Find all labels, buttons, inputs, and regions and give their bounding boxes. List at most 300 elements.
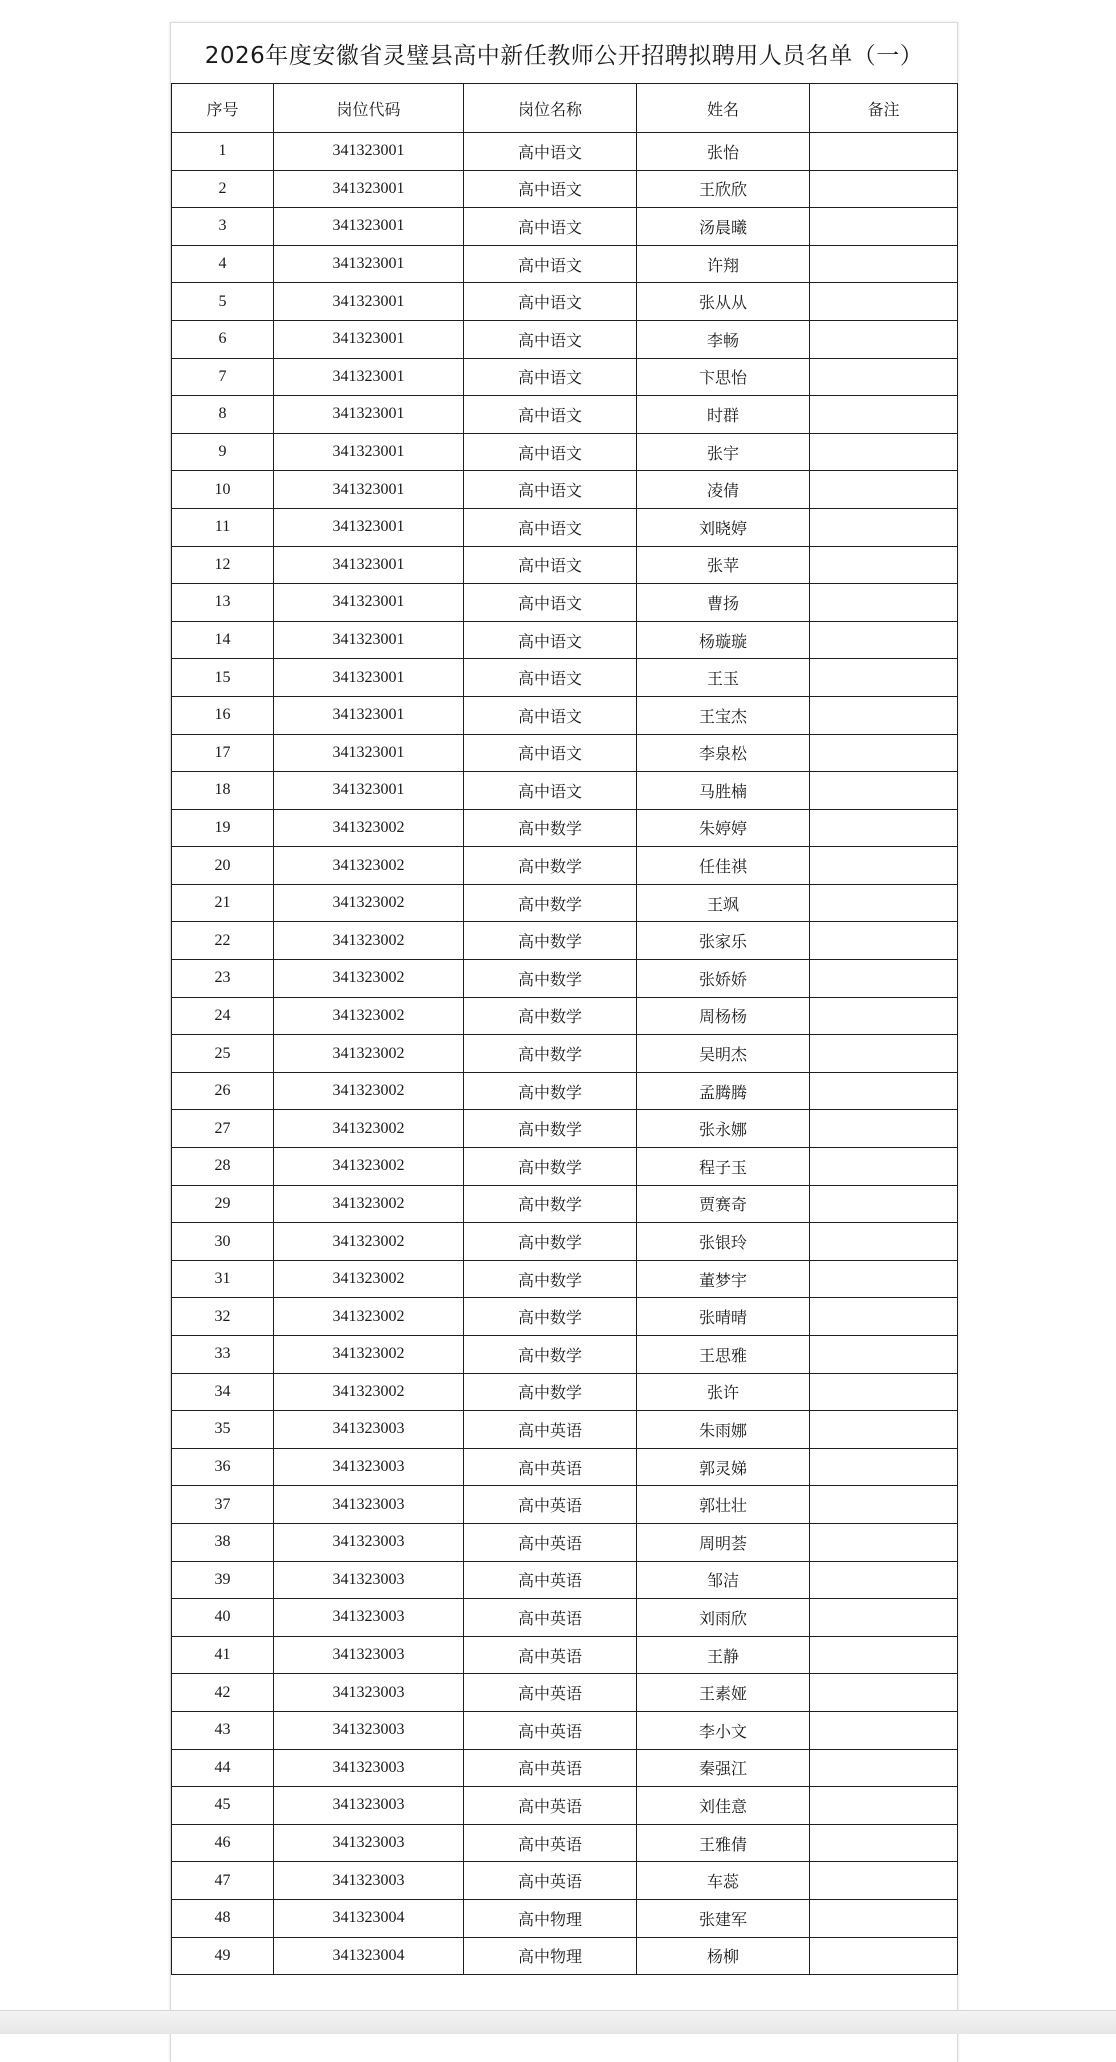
- cell-person-name: 邹洁: [637, 1561, 810, 1599]
- cell-index: 11: [172, 508, 274, 546]
- cell-person-name: 董梦宇: [637, 1260, 810, 1298]
- cell-remarks: [810, 508, 958, 546]
- cell-position-code: 341323002: [274, 884, 464, 922]
- cell-position-name: 高中语文: [464, 433, 637, 471]
- cell-position-code: 341323001: [274, 659, 464, 697]
- table-row: [172, 584, 958, 622]
- cell-position-code: 341323001: [274, 621, 464, 659]
- cell-person-name: 杨柳: [637, 1937, 810, 1975]
- cell-remarks: [810, 1336, 958, 1374]
- cell-person-name: 凌倩: [637, 471, 810, 509]
- table-row: [172, 884, 958, 922]
- cell-position-code: 341323002: [274, 809, 464, 847]
- cell-remarks: [810, 1411, 958, 1449]
- cell-position-name: 高中数学: [464, 1298, 637, 1336]
- cell-position-code: 341323003: [274, 1486, 464, 1524]
- cell-remarks: [810, 659, 958, 697]
- cell-index: 40: [172, 1599, 274, 1637]
- table-row: [172, 1937, 958, 1975]
- cell-position-name: 高中语文: [464, 396, 637, 434]
- cell-remarks: [810, 1486, 958, 1524]
- cell-position-code: 341323003: [274, 1561, 464, 1599]
- cell-index: 20: [172, 847, 274, 885]
- cell-position-name: 高中英语: [464, 1486, 637, 1524]
- cell-person-name: 王欣欣: [637, 170, 810, 208]
- cell-remarks: [810, 546, 958, 584]
- cell-person-name: 时群: [637, 396, 810, 434]
- cell-position-code: 341323002: [274, 1035, 464, 1073]
- cell-person-name: 李泉松: [637, 734, 810, 772]
- cell-position-name: 高中英语: [464, 1448, 637, 1486]
- cell-remarks: [810, 1824, 958, 1862]
- cell-person-name: 张家乐: [637, 922, 810, 960]
- cell-person-name: 朱雨娜: [637, 1411, 810, 1449]
- table-row: [172, 1486, 958, 1524]
- window-bottom-edge: [0, 2010, 1116, 2034]
- cell-position-name: 高中语文: [464, 283, 637, 321]
- cell-remarks: [810, 997, 958, 1035]
- table-row: [172, 1711, 958, 1749]
- cell-index: 21: [172, 884, 274, 922]
- table-row: [172, 283, 958, 321]
- cell-position-name: 高中数学: [464, 1072, 637, 1110]
- cell-position-code: 341323001: [274, 208, 464, 246]
- cell-position-name: 高中英语: [464, 1824, 637, 1862]
- cell-index: 48: [172, 1899, 274, 1937]
- cell-person-name: 张从从: [637, 283, 810, 321]
- cell-person-name: 王玉: [637, 659, 810, 697]
- cell-index: 38: [172, 1523, 274, 1561]
- cell-person-name: 王思雅: [637, 1336, 810, 1374]
- table-row: [172, 1862, 958, 1900]
- cell-position-name: 高中英语: [464, 1523, 637, 1561]
- cell-position-name: 高中语文: [464, 245, 637, 283]
- table-row: [172, 1110, 958, 1148]
- table-row: [172, 1185, 958, 1223]
- table-row: [172, 922, 958, 960]
- roster-table: [171, 83, 958, 1975]
- table-row: [172, 1223, 958, 1261]
- cell-position-code: 341323002: [274, 1298, 464, 1336]
- table-row: [172, 1448, 958, 1486]
- cell-index: 35: [172, 1411, 274, 1449]
- cell-position-code: 341323003: [274, 1523, 464, 1561]
- cell-person-name: 朱婷婷: [637, 809, 810, 847]
- cell-remarks: [810, 208, 958, 246]
- cell-position-code: 341323001: [274, 396, 464, 434]
- cell-remarks: [810, 1185, 958, 1223]
- table-row: [172, 1749, 958, 1787]
- cell-person-name: 卞思怡: [637, 358, 810, 396]
- table-row: [172, 1899, 958, 1937]
- cell-person-name: 吴明杰: [637, 1035, 810, 1073]
- cell-remarks: [810, 1749, 958, 1787]
- table-row: [172, 1523, 958, 1561]
- header-person-name: 姓名: [637, 84, 810, 133]
- table-row: [172, 772, 958, 810]
- cell-index: 14: [172, 621, 274, 659]
- table-row: [172, 1824, 958, 1862]
- cell-person-name: 刘晓婷: [637, 508, 810, 546]
- cell-person-name: 郭灵娣: [637, 1448, 810, 1486]
- table-row: [172, 1561, 958, 1599]
- cell-index: 49: [172, 1937, 274, 1975]
- cell-position-name: 高中英语: [464, 1674, 637, 1712]
- cell-person-name: 杨璇璇: [637, 621, 810, 659]
- table-row: [172, 396, 958, 434]
- cell-index: 32: [172, 1298, 274, 1336]
- cell-position-name: 高中物理: [464, 1899, 637, 1937]
- cell-position-code: 341323003: [274, 1448, 464, 1486]
- cell-person-name: 马胜楠: [637, 772, 810, 810]
- cell-remarks: [810, 734, 958, 772]
- cell-person-name: 李畅: [637, 320, 810, 358]
- cell-position-name: 高中数学: [464, 1148, 637, 1186]
- cell-position-code: 341323001: [274, 320, 464, 358]
- cell-position-code: 341323001: [274, 283, 464, 321]
- cell-index: 13: [172, 584, 274, 622]
- cell-position-code: 341323002: [274, 1260, 464, 1298]
- table-row: [172, 621, 958, 659]
- cell-index: 18: [172, 772, 274, 810]
- header-remarks: 备注: [810, 84, 958, 133]
- cell-position-name: 高中数学: [464, 1223, 637, 1261]
- cell-position-name: 高中数学: [464, 1373, 637, 1411]
- cell-position-name: 高中英语: [464, 1787, 637, 1825]
- cell-position-code: 341323003: [274, 1824, 464, 1862]
- cell-position-name: 高中数学: [464, 1110, 637, 1148]
- cell-position-code: 341323003: [274, 1787, 464, 1825]
- cell-person-name: 车蕊: [637, 1862, 810, 1900]
- cell-index: 29: [172, 1185, 274, 1223]
- cell-position-code: 341323002: [274, 922, 464, 960]
- table-row: [172, 734, 958, 772]
- cell-position-name: 高中语文: [464, 734, 637, 772]
- cell-position-code: 341323003: [274, 1411, 464, 1449]
- cell-index: 33: [172, 1336, 274, 1374]
- cell-position-code: 341323002: [274, 960, 464, 998]
- cell-remarks: [810, 884, 958, 922]
- table-row: [172, 1336, 958, 1374]
- cell-position-code: 341323002: [274, 1223, 464, 1261]
- cell-person-name: 张苹: [637, 546, 810, 584]
- cell-person-name: 张娇娇: [637, 960, 810, 998]
- table-row: [172, 1298, 958, 1336]
- cell-position-code: 341323001: [274, 245, 464, 283]
- cell-index: 46: [172, 1824, 274, 1862]
- cell-remarks: [810, 960, 958, 998]
- cell-remarks: [810, 922, 958, 960]
- cell-index: 2: [172, 170, 274, 208]
- cell-position-name: 高中数学: [464, 1035, 637, 1073]
- cell-index: 6: [172, 320, 274, 358]
- cell-person-name: 张怡: [637, 133, 810, 171]
- cell-remarks: [810, 433, 958, 471]
- cell-position-code: 341323002: [274, 847, 464, 885]
- cell-remarks: [810, 1298, 958, 1336]
- cell-person-name: 王飒: [637, 884, 810, 922]
- cell-index: 45: [172, 1787, 274, 1825]
- table-body: [172, 133, 958, 1975]
- table-row: [172, 508, 958, 546]
- cell-index: 24: [172, 997, 274, 1035]
- cell-position-name: 高中语文: [464, 546, 637, 584]
- cell-person-name: 张永娜: [637, 1110, 810, 1148]
- cell-remarks: [810, 1561, 958, 1599]
- cell-index: 44: [172, 1749, 274, 1787]
- table-row: [172, 960, 958, 998]
- cell-position-name: 高中语文: [464, 320, 637, 358]
- cell-index: 10: [172, 471, 274, 509]
- cell-position-name: 高中数学: [464, 1185, 637, 1223]
- cell-index: 27: [172, 1110, 274, 1148]
- cell-position-code: 341323001: [274, 433, 464, 471]
- cell-index: 28: [172, 1148, 274, 1186]
- cell-remarks: [810, 1110, 958, 1148]
- cell-remarks: [810, 1711, 958, 1749]
- cell-position-name: 高中语文: [464, 471, 637, 509]
- table-row: [172, 1260, 958, 1298]
- cell-position-name: 高中英语: [464, 1749, 637, 1787]
- table-row: [172, 1636, 958, 1674]
- cell-position-code: 341323002: [274, 997, 464, 1035]
- cell-remarks: [810, 1260, 958, 1298]
- cell-remarks: [810, 133, 958, 171]
- cell-position-code: 341323001: [274, 772, 464, 810]
- cell-remarks: [810, 1674, 958, 1712]
- cell-position-name: 高中数学: [464, 922, 637, 960]
- cell-index: 4: [172, 245, 274, 283]
- cell-person-name: 贾赛奇: [637, 1185, 810, 1223]
- cell-position-code: 341323001: [274, 471, 464, 509]
- cell-index: 41: [172, 1636, 274, 1674]
- table-row: [172, 1148, 958, 1186]
- cell-index: 7: [172, 358, 274, 396]
- cell-index: 17: [172, 734, 274, 772]
- cell-index: 25: [172, 1035, 274, 1073]
- cell-person-name: 王素娅: [637, 1674, 810, 1712]
- cell-position-name: 高中语文: [464, 772, 637, 810]
- cell-person-name: 张宇: [637, 433, 810, 471]
- cell-position-code: 341323003: [274, 1599, 464, 1637]
- cell-position-code: 341323002: [274, 1110, 464, 1148]
- table-row: [172, 696, 958, 734]
- table-row: [172, 546, 958, 584]
- table-row: [172, 1373, 958, 1411]
- cell-position-name: 高中数学: [464, 960, 637, 998]
- cell-remarks: [810, 1862, 958, 1900]
- cell-remarks: [810, 1148, 958, 1186]
- header-position-name: 岗位名称: [464, 84, 637, 133]
- cell-index: 3: [172, 208, 274, 246]
- cell-remarks: [810, 584, 958, 622]
- cell-remarks: [810, 396, 958, 434]
- table-row: [172, 1072, 958, 1110]
- cell-remarks: [810, 245, 958, 283]
- cell-index: 34: [172, 1373, 274, 1411]
- cell-person-name: 汤晨曦: [637, 208, 810, 246]
- cell-remarks: [810, 320, 958, 358]
- cell-remarks: [810, 772, 958, 810]
- cell-position-name: 高中数学: [464, 847, 637, 885]
- cell-index: 36: [172, 1448, 274, 1486]
- cell-person-name: 张建军: [637, 1899, 810, 1937]
- cell-person-name: 张许: [637, 1373, 810, 1411]
- cell-position-code: 341323001: [274, 508, 464, 546]
- cell-position-name: 高中数学: [464, 1336, 637, 1374]
- cell-position-code: 341323003: [274, 1749, 464, 1787]
- cell-index: 16: [172, 696, 274, 734]
- cell-position-code: 341323004: [274, 1937, 464, 1975]
- cell-remarks: [810, 696, 958, 734]
- cell-index: 39: [172, 1561, 274, 1599]
- table-row: [172, 659, 958, 697]
- cell-remarks: [810, 1072, 958, 1110]
- cell-position-code: 341323002: [274, 1072, 464, 1110]
- cell-index: 23: [172, 960, 274, 998]
- cell-position-name: 高中英语: [464, 1411, 637, 1449]
- cell-position-code: 341323001: [274, 546, 464, 584]
- table-row: [172, 133, 958, 171]
- cell-position-name: 高中语文: [464, 133, 637, 171]
- cell-index: 5: [172, 283, 274, 321]
- table-row: [172, 245, 958, 283]
- cell-position-code: 341323001: [274, 133, 464, 171]
- cell-person-name: 曹扬: [637, 584, 810, 622]
- cell-position-name: 高中英语: [464, 1599, 637, 1637]
- cell-index: 31: [172, 1260, 274, 1298]
- cell-position-name: 高中英语: [464, 1711, 637, 1749]
- table-row: [172, 433, 958, 471]
- cell-person-name: 刘雨欣: [637, 1599, 810, 1637]
- table-row: [172, 997, 958, 1035]
- cell-index: 19: [172, 809, 274, 847]
- cell-position-name: 高中英语: [464, 1636, 637, 1674]
- header-position-code: 岗位代码: [274, 84, 464, 133]
- header-index: 序号: [172, 84, 274, 133]
- cell-remarks: [810, 1035, 958, 1073]
- cell-remarks: [810, 1599, 958, 1637]
- cell-position-name: 高中语文: [464, 696, 637, 734]
- table-row: [172, 358, 958, 396]
- cell-remarks: [810, 1448, 958, 1486]
- cell-position-name: 高中英语: [464, 1862, 637, 1900]
- cell-position-name: 高中数学: [464, 1260, 637, 1298]
- cell-position-code: 341323001: [274, 170, 464, 208]
- cell-position-code: 341323003: [274, 1862, 464, 1900]
- cell-position-name: 高中语文: [464, 508, 637, 546]
- table-row: [172, 208, 958, 246]
- cell-remarks: [810, 621, 958, 659]
- cell-index: 47: [172, 1862, 274, 1900]
- cell-person-name: 刘佳意: [637, 1787, 810, 1825]
- cell-remarks: [810, 1223, 958, 1261]
- cell-index: 43: [172, 1711, 274, 1749]
- cell-position-code: 341323002: [274, 1185, 464, 1223]
- cell-person-name: 周明荟: [637, 1523, 810, 1561]
- table-row: [172, 847, 958, 885]
- cell-position-name: 高中数学: [464, 997, 637, 1035]
- cell-position-code: 341323003: [274, 1636, 464, 1674]
- cell-position-code: 341323003: [274, 1711, 464, 1749]
- table-row: [172, 1599, 958, 1637]
- cell-person-name: 孟腾腾: [637, 1072, 810, 1110]
- cell-position-name: 高中数学: [464, 809, 637, 847]
- cell-person-name: 任佳祺: [637, 847, 810, 885]
- cell-person-name: 王静: [637, 1636, 810, 1674]
- cell-person-name: 郭壮壮: [637, 1486, 810, 1524]
- cell-remarks: [810, 170, 958, 208]
- cell-index: 26: [172, 1072, 274, 1110]
- cell-person-name: 周杨杨: [637, 997, 810, 1035]
- cell-person-name: 程子玉: [637, 1148, 810, 1186]
- table-header-row: [172, 84, 958, 133]
- cell-index: 37: [172, 1486, 274, 1524]
- cell-person-name: 王宝杰: [637, 696, 810, 734]
- cell-remarks: [810, 1636, 958, 1674]
- table-row: [172, 471, 958, 509]
- cell-position-code: 341323001: [274, 358, 464, 396]
- cell-position-name: 高中语文: [464, 659, 637, 697]
- cell-remarks: [810, 847, 958, 885]
- cell-position-code: 341323004: [274, 1899, 464, 1937]
- cell-remarks: [810, 1899, 958, 1937]
- cell-person-name: 秦强江: [637, 1749, 810, 1787]
- table-row: [172, 1674, 958, 1712]
- table-row: [172, 1787, 958, 1825]
- cell-index: 9: [172, 433, 274, 471]
- cell-position-code: 341323002: [274, 1148, 464, 1186]
- cell-person-name: 王雅倩: [637, 1824, 810, 1862]
- cell-position-name: 高中语文: [464, 358, 637, 396]
- cell-position-code: 341323001: [274, 734, 464, 772]
- cell-remarks: [810, 1937, 958, 1975]
- cell-remarks: [810, 809, 958, 847]
- table-row: [172, 1411, 958, 1449]
- cell-position-name: 高中数学: [464, 884, 637, 922]
- cell-remarks: [810, 1523, 958, 1561]
- cell-person-name: 许翔: [637, 245, 810, 283]
- cell-index: 1: [172, 133, 274, 171]
- cell-position-code: 341323002: [274, 1373, 464, 1411]
- cell-person-name: 李小文: [637, 1711, 810, 1749]
- table-row: [172, 1035, 958, 1073]
- cell-person-name: 张银玲: [637, 1223, 810, 1261]
- cell-remarks: [810, 358, 958, 396]
- cell-index: 8: [172, 396, 274, 434]
- cell-position-name: 高中物理: [464, 1937, 637, 1975]
- cell-position-name: 高中语文: [464, 170, 637, 208]
- cell-position-name: 高中语文: [464, 208, 637, 246]
- cell-index: 30: [172, 1223, 274, 1261]
- cell-position-name: 高中语文: [464, 621, 637, 659]
- cell-position-code: 341323001: [274, 584, 464, 622]
- cell-position-code: 341323001: [274, 696, 464, 734]
- cell-person-name: 张晴晴: [637, 1298, 810, 1336]
- cell-remarks: [810, 471, 958, 509]
- table-row: [172, 809, 958, 847]
- document-page: [170, 22, 958, 2062]
- cell-remarks: [810, 283, 958, 321]
- cell-position-code: 341323002: [274, 1336, 464, 1374]
- table-row: [172, 320, 958, 358]
- table-row: [172, 170, 958, 208]
- page-title: 2026年度安徽省灵璧县高中新任教师公开招聘拟聘用人员名单（一）: [171, 22, 957, 84]
- cell-position-name: 高中语文: [464, 584, 637, 622]
- cell-position-name: 高中英语: [464, 1561, 637, 1599]
- cell-position-code: 341323003: [274, 1674, 464, 1712]
- cell-index: 42: [172, 1674, 274, 1712]
